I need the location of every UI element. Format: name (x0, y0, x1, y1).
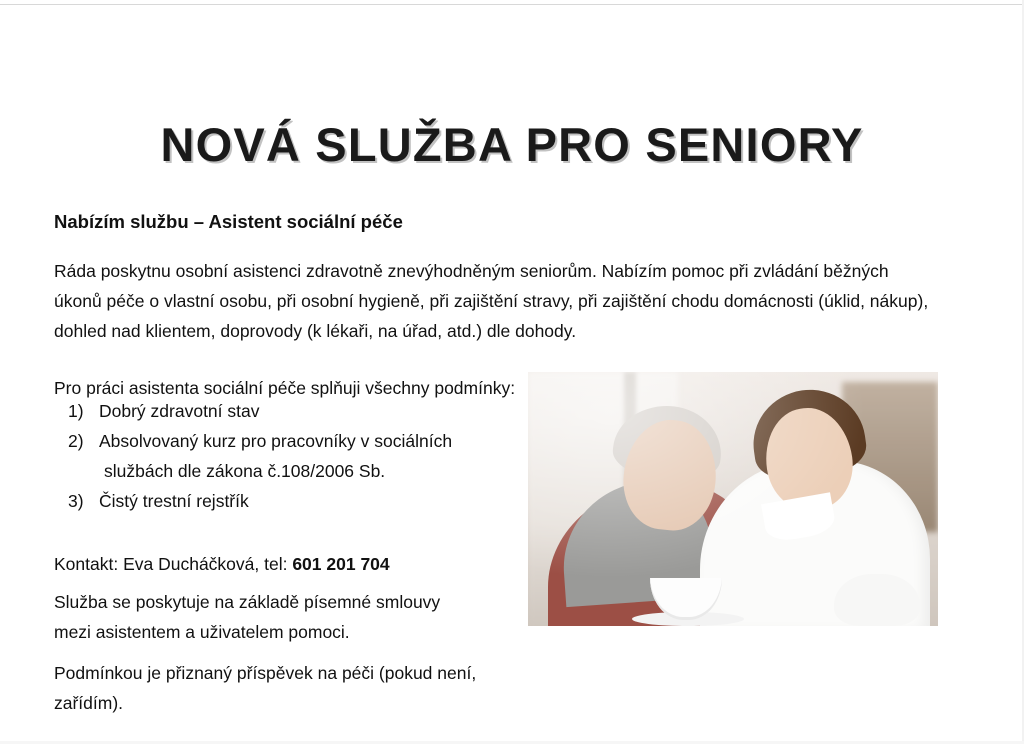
list-item (68, 486, 528, 516)
list-item-text: Čistý trestní rejstřík (99, 491, 249, 511)
intro-paragraph: Ráda poskytnu osobní asistenci zdravotně znevýhodněným seniorům. Nabízím pomoc při zvládání běžných úkonů péče o vlastní osobu, při osobní hygieně, při zajištění stravy, při zajištění chodu domácnosti (úklid, nákup), dohled nad klientem, doprovody (k lékaři, na úřad, atd.) dle dohody. (54, 260, 929, 341)
conditions-lead: Pro práci asistenta sociální péče splňuji všechny podmínky: (54, 377, 516, 398)
photo-caregiver-and-senior-woman (528, 372, 938, 626)
footer-line-2: mezi asistentem a uživatelem pomoci. (54, 621, 350, 642)
list-item-line-1: Absolvovaný kurz pro pracovníky v sociálních (99, 431, 453, 451)
photo-teapot (834, 574, 920, 626)
list-item-text (99, 426, 528, 486)
list-item (68, 396, 528, 426)
list-item-number: 1) (68, 401, 84, 421)
contact-phone: 601 201 704 (292, 553, 390, 574)
footer-line-3: Podmínkou je přiznaný příspěvek na péči (pokud není, zařídím). (54, 663, 477, 713)
footer-spacer (54, 647, 524, 659)
list-item-line-2: službách dle zákona č.108/2006 Sb. (104, 461, 386, 481)
contact-line (54, 554, 390, 575)
list-item (68, 426, 528, 486)
scan-edge-top (0, 0, 1024, 7)
list-item-text: Dobrý zdravotní stav (99, 401, 260, 421)
contact-label: Kontakt: Eva Ducháčková, tel: (54, 553, 293, 574)
footer-note (54, 588, 524, 718)
page-title: NOVÁ SLUŽBA PRO SENIORY (160, 118, 864, 172)
list-item-number: 3) (68, 491, 84, 511)
conditions-list (68, 396, 528, 516)
service-subtitle: Nabízím službu – Asistent sociální péče (54, 211, 403, 233)
list-item-number: 2) (68, 431, 84, 451)
footer-line-1: Služba se poskytuje na základě písemné smlouvy (54, 592, 441, 612)
